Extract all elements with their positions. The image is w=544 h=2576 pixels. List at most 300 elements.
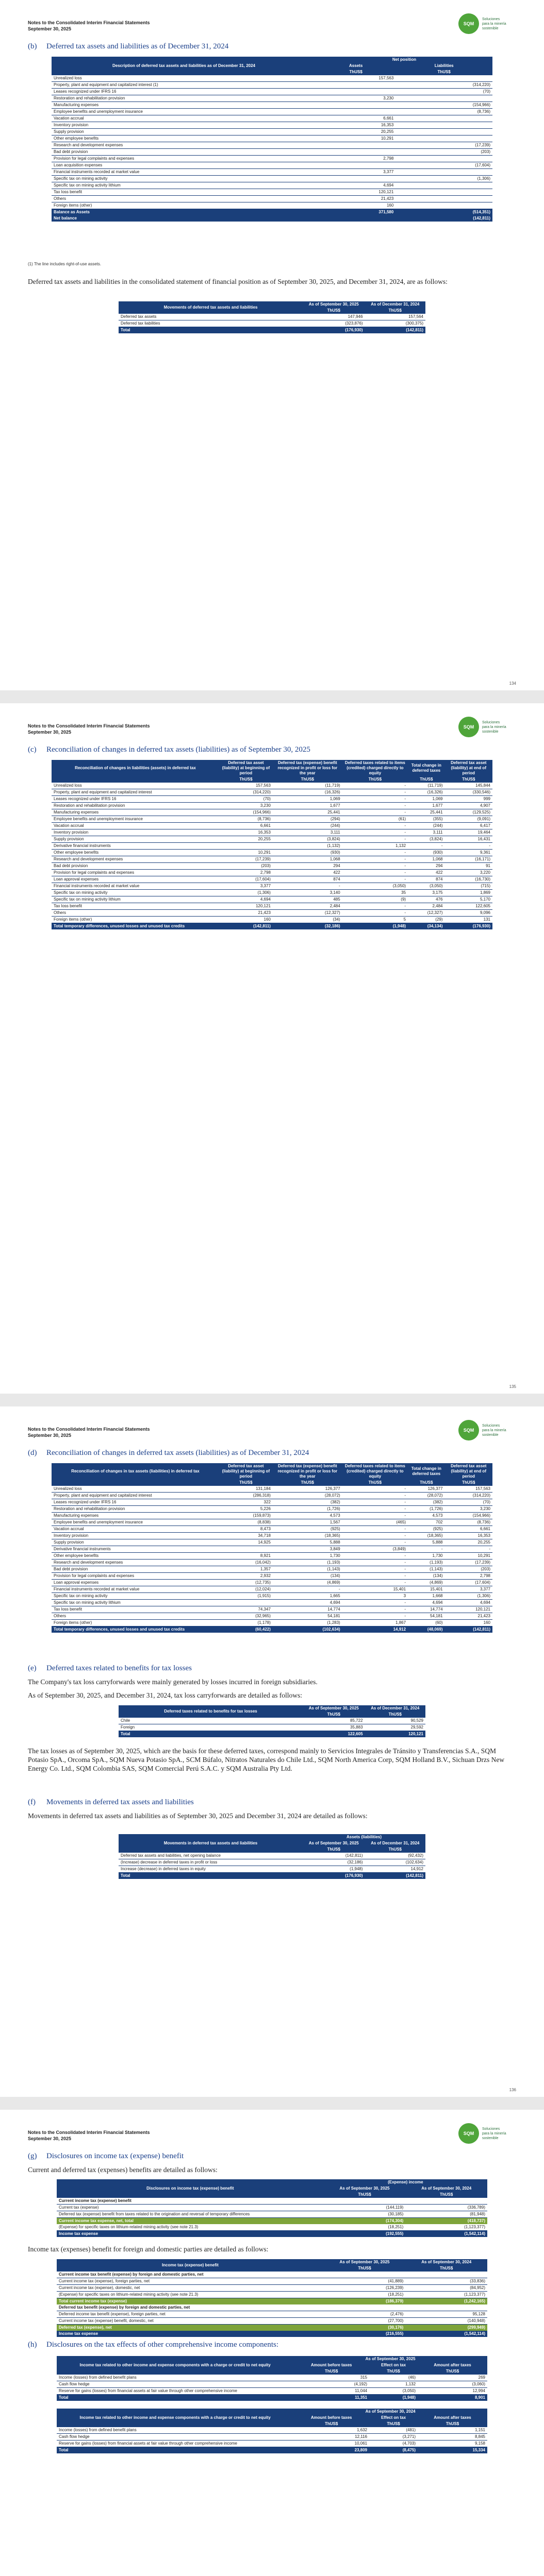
table-cell: 20,255	[219, 836, 273, 843]
table-row	[57, 2205, 487, 2211]
table-cell: (154,966)	[219, 809, 273, 816]
table-cell: 14,774	[408, 1606, 444, 1613]
table-cell: 120,121	[445, 1606, 492, 1613]
table-cell: Research and development expenses	[52, 1560, 219, 1566]
table-cell: (8,475)	[369, 2447, 418, 2454]
table-cell: 1,151	[418, 2427, 487, 2434]
table-cell: Research and development expenses	[52, 856, 219, 863]
table-cell: 20,255	[316, 129, 395, 135]
table-cell: 702	[408, 1519, 444, 1526]
table-cell	[395, 115, 492, 122]
table-cell: 5	[342, 917, 408, 923]
table-cell: Loan acquisition expenses	[52, 162, 316, 169]
table-row	[52, 1560, 492, 1566]
table-cell: (244)	[273, 823, 342, 829]
table-cell: 3,377	[219, 883, 273, 890]
table-cell: Income tax expense	[57, 2331, 324, 2337]
table-row	[57, 2304, 487, 2311]
table-cell: (1,193)	[273, 1560, 342, 1566]
table-cell: (16,730)	[445, 876, 492, 883]
table-cell: Vacation accrual	[52, 823, 219, 829]
table-cell: Supply provision	[52, 1539, 219, 1546]
table-cell: -	[342, 1573, 408, 1580]
table-row	[52, 1573, 492, 1580]
table-cell: 1,677	[408, 803, 444, 809]
table-cell: 1,730	[273, 1553, 342, 1560]
table-cell: 485	[273, 896, 342, 903]
table-cell: (142,811)	[365, 327, 425, 334]
section-heading: (f) Movements in deferred tax assets and liabilities	[28, 1798, 194, 1806]
unit-label: ThUS$	[316, 69, 395, 75]
table-cell: 126,377	[273, 1486, 342, 1493]
table-cell: 4,694	[445, 1600, 492, 1606]
table-cell: 2,798	[219, 870, 273, 876]
table-cell: (46)	[369, 2375, 418, 2381]
table-cell: (142,811)	[365, 1873, 425, 1879]
table-row	[52, 876, 492, 883]
table-cell: (Increase) decrease in deferred taxes in profit or loss	[119, 1859, 303, 1866]
table-cell: 476	[408, 896, 444, 903]
table-cell: (16,171)	[445, 856, 492, 863]
table-cell: (142,811)	[445, 1626, 492, 1633]
table-cell: (3,050)	[342, 883, 408, 890]
table-cell: 91	[445, 863, 492, 870]
column-header: Assets	[316, 63, 395, 69]
table-row	[52, 109, 492, 115]
table-cell: (294)	[273, 816, 342, 823]
table-row	[52, 1580, 492, 1586]
table-cell: (203)	[219, 863, 273, 870]
table-cell: -	[342, 903, 408, 910]
table-cell: Other employee benefits	[52, 850, 219, 856]
table-cell: (48,069)	[408, 1626, 444, 1633]
table-cell: 157,563	[316, 75, 395, 82]
table-cell: Research and development expenses	[52, 142, 316, 149]
table-cell	[316, 102, 395, 109]
table-cell: 90,529	[365, 1718, 425, 1724]
table-cell	[405, 2272, 487, 2278]
table-cell: (140,948)	[405, 2318, 487, 2325]
table-cell: 10,291	[219, 850, 273, 856]
table-cell: Chile	[119, 1718, 303, 1724]
paragraph: Income tax (expenses) benefit for foreign and domestic parties are detailed as follows:	[28, 2245, 269, 2253]
table-cell: 120,121	[219, 903, 273, 910]
table-cell: 4,573	[273, 1513, 342, 1519]
column-header: As of September 30, 2025	[303, 1705, 365, 1711]
table-cell: (17,239)	[445, 1560, 492, 1566]
table-cell: -	[342, 856, 408, 863]
table-cell: (29)	[408, 917, 444, 923]
table-cell: Financial instruments recorded at market value	[52, 883, 219, 890]
table-cell: (1,948)	[342, 923, 408, 930]
table-cell: 9,096	[445, 910, 492, 917]
column-header: Deferred tax (expense) benefit recognized in profit or loss for the year	[273, 1463, 342, 1480]
table-cell: 157,563	[219, 783, 273, 789]
table-cell: (4,703)	[369, 2441, 418, 2447]
table-cell: -	[342, 1553, 408, 1560]
table-cell: (1,283)	[273, 1620, 342, 1626]
column-header: As of September 30, 2025	[303, 301, 365, 308]
table-cell: 14,774	[273, 1606, 342, 1613]
table-row	[52, 1593, 492, 1600]
table-cell: -	[342, 910, 408, 917]
table-row	[52, 1513, 492, 1519]
table-cell: (17,239)	[219, 856, 273, 863]
table-cell: 999	[445, 796, 492, 803]
table-cell: Reserve for gains (losses) from financial assets at fair value through other comprehensive income	[57, 2388, 293, 2395]
column-header: Deferred tax asset (liability) at beginning of period	[219, 1463, 273, 1480]
table-cell: Income (losses) from defined benefit plans	[57, 2375, 293, 2381]
table-cell: (17,604)	[445, 1580, 492, 1586]
table-row	[119, 1859, 425, 1866]
table-row	[119, 1866, 425, 1873]
table-row	[57, 2325, 487, 2331]
deferred-tax-table-2024	[52, 57, 492, 222]
table-cell: (481)	[369, 2427, 418, 2434]
unit-label: ThUS$	[303, 1711, 365, 1718]
table-cell: Current income tax benefit (expense) by foreign and domestic parties, net	[57, 2272, 324, 2278]
table-cell: Financial instruments recorded at market value	[52, 169, 316, 176]
table-cell: Inventory provision	[52, 829, 219, 836]
unit-label: ThUS$	[273, 1480, 342, 1486]
table-cell: Net balance	[52, 215, 316, 222]
table-cell	[316, 82, 395, 89]
table-cell: 15,334	[418, 2447, 487, 2454]
column-header: As of September 30, 2025	[324, 2259, 406, 2265]
page-number: 135	[509, 1384, 516, 1389]
table-cell	[219, 1546, 273, 1553]
table-cell: 3,230	[219, 803, 273, 809]
table-cell: -	[342, 783, 408, 789]
table-cell: (102,634)	[273, 1626, 342, 1633]
table-cell: 1,677	[273, 803, 342, 809]
table-cell: 5,226	[219, 1506, 273, 1513]
unit-label: ThUS$	[365, 1711, 425, 1718]
table-row	[119, 1834, 425, 1840]
page-135	[0, 703, 544, 1394]
table-row	[57, 2331, 487, 2337]
table-cell: 11,351	[293, 2395, 369, 2401]
table-cell: (3,824)	[408, 836, 444, 843]
table-cell: (4,192)	[293, 2381, 369, 2388]
table-cell: Provision for legal complaints and expenses	[52, 156, 316, 162]
table-cell: Total temporary differences, unused losses and unused tax credits	[52, 1626, 219, 1633]
table-row	[52, 1620, 492, 1626]
table-row	[52, 95, 492, 102]
table-row	[52, 829, 492, 836]
table-cell: 8,901	[418, 2395, 487, 2401]
column-header: As of September 30, 2025	[303, 1840, 365, 1846]
table-cell: 35,883	[303, 1724, 365, 1731]
table-cell: (102,634)	[365, 1859, 425, 1866]
table-cell: (18,365)	[408, 1533, 444, 1539]
table-cell: (144,119)	[324, 2205, 406, 2211]
table-row	[52, 1553, 492, 1560]
table-cell: (1,306)	[219, 890, 273, 896]
table-cell: Income tax expense	[57, 2231, 324, 2238]
table-row	[52, 910, 492, 917]
table-row	[52, 142, 492, 149]
table-cell: Inventory provision	[52, 122, 316, 129]
table-cell: 8,921	[219, 1553, 273, 1560]
table-cell: (314,220)	[219, 789, 273, 796]
table-cell: (1,143)	[408, 1566, 444, 1573]
table-cell: 147,946	[303, 314, 365, 320]
table-row	[52, 82, 492, 89]
table-cell: Other employee benefits	[52, 1553, 219, 1560]
table-cell: Derivative financial instruments	[52, 843, 219, 850]
table-cell: Deferred tax assets and liabilities, net opening balance	[119, 1853, 303, 1859]
table-cell: -	[408, 843, 444, 850]
table-cell: 1,132	[369, 2381, 418, 2388]
table-cell: Total	[57, 2447, 293, 2454]
table-row	[52, 156, 492, 162]
unit-label: ThUS$	[405, 2265, 487, 2272]
table-cell: (8,838)	[219, 1519, 273, 1526]
table-cell: 131,184	[219, 1486, 273, 1493]
table-cell: Total	[57, 2395, 293, 2401]
table-row	[57, 2218, 487, 2225]
table-row	[119, 301, 425, 308]
table-cell: Foreign items (other)	[52, 202, 316, 209]
column-header: As of September 30, 2024	[405, 2185, 487, 2192]
table-cell	[395, 129, 492, 135]
table-cell: Property, plant and equipment and capitalized interest	[52, 1493, 219, 1499]
table-cell	[316, 109, 395, 115]
column-header: As of December 31, 2024	[365, 1840, 425, 1846]
table-cell: (323,876)	[303, 320, 365, 327]
table-cell	[316, 149, 395, 156]
table-cell: (925)	[408, 1526, 444, 1533]
column-header: Deferred taxes related to items (credited) charged directly to equity	[342, 1463, 408, 1480]
paragraph: The Company's tax loss carryforwards were mainly generated by losses incurred in foreign subsidiaries.	[28, 1678, 318, 1686]
table-cell: (33,836)	[405, 2278, 487, 2285]
table-cell: Current tax (expense)	[57, 2205, 324, 2211]
table-cell: Foreign items (other)	[52, 1620, 219, 1626]
page-header: Notes to the Consolidated Interim Financial Statements September 30, 2025	[28, 2130, 150, 2141]
table-row	[57, 2447, 487, 2454]
table-cell: (1,542,114)	[405, 2331, 487, 2337]
table-cell: -	[342, 1526, 408, 1533]
table-cell: Restoration and rehabilitation provision	[52, 803, 219, 809]
page-header: Notes to the Consolidated Interim Financial Statements September 30, 2025	[28, 723, 150, 735]
table-cell: 2,798	[316, 156, 395, 162]
table-row	[57, 2224, 487, 2231]
table-row	[52, 182, 492, 189]
group-header: Assets (liabilities)	[303, 1834, 425, 1840]
table-cell: Property, plant and equipment and capitalized interest (1)	[52, 82, 316, 89]
table-cell: -	[342, 1539, 408, 1546]
table-cell: Current income tax (expense) benefit, domestic, net	[57, 2318, 324, 2325]
table-row	[52, 1506, 492, 1513]
table-cell	[395, 196, 492, 202]
unit-label: ThUS$	[418, 2368, 487, 2375]
table-cell: (Expense) for specific taxes on lithium-related mining activity (see note 21.3)	[57, 2224, 324, 2231]
table-cell: (9)	[342, 896, 408, 903]
table-cell: 294	[273, 863, 342, 870]
table-row	[52, 843, 492, 850]
column-header: Deferred taxes related to items (credited) charged directly to equity	[342, 760, 408, 776]
table-row	[52, 1626, 492, 1633]
table-cell: 3,111	[273, 829, 342, 836]
table-title: Disclosures on income tax (expense) benefit	[57, 2179, 324, 2198]
table-cell: Leases recognized under IFRS 16	[52, 1499, 219, 1506]
table-cell: (3,050)	[408, 883, 444, 890]
table-cell: Leases recognized under IFRS 16	[52, 89, 316, 95]
table-cell: Restoration and rehabilitation provision	[52, 95, 316, 102]
table-cell: (17,604)	[219, 876, 273, 883]
table-cell: Specific tax on mining activity lithium	[52, 182, 316, 189]
table-cell: 5,170	[445, 896, 492, 903]
table-cell: -	[273, 883, 342, 890]
table-cell: (32,186)	[273, 923, 342, 930]
table-cell: (27,700)	[324, 2318, 406, 2325]
unit-label: ThUS$	[324, 2192, 406, 2198]
table-cell	[316, 142, 395, 149]
table-cell: (4,869)	[273, 1580, 342, 1586]
group-header: As of September 30, 2025	[293, 2356, 487, 2362]
unit-label: ThUS$	[395, 69, 492, 75]
table-cell: Deferred income tax benefit (expense), foreign parties, net	[57, 2311, 324, 2318]
table-row	[52, 789, 492, 796]
table-row	[57, 2381, 487, 2388]
table-title: Movements of deferred tax assets and liabilities	[119, 301, 303, 314]
unit-label: ThUS$	[445, 1480, 492, 1486]
table-cell: (3,824)	[273, 836, 342, 843]
paragraph: Movements in deferred tax assets and liabilities as of September 30, 2025 and December 31, 2024 are detailed as follows:	[28, 1812, 368, 1820]
table-cell: (2,476)	[324, 2311, 406, 2318]
table-row	[52, 923, 492, 930]
unit-label: ThUS$	[219, 1480, 273, 1486]
table-cell: (1,193)	[408, 1560, 444, 1566]
table-cell: 2,484	[408, 903, 444, 910]
table-cell	[395, 182, 492, 189]
table-cell	[324, 2304, 406, 2311]
table-row	[52, 1539, 492, 1546]
table-row	[52, 215, 492, 222]
table-cell: 322	[219, 1499, 273, 1506]
table-row	[57, 2292, 487, 2298]
table-cell: 15,401	[408, 1586, 444, 1593]
unit-label: ThUS$	[369, 2368, 418, 2375]
table-row	[52, 903, 492, 910]
table-row	[52, 162, 492, 169]
table-cell: Employee benefits and unemployment insurance	[52, 109, 316, 115]
table-row	[52, 102, 492, 109]
column-header: Amount before taxes	[293, 2362, 369, 2368]
table-cell	[395, 169, 492, 176]
table-cell: Specific tax on mining activity lithium	[52, 896, 219, 903]
table-cell: (176,930)	[445, 923, 492, 930]
table-cell: (142,811)	[303, 1853, 365, 1859]
table-cell	[324, 2272, 406, 2278]
table-cell: 1,869	[445, 890, 492, 896]
table-row	[52, 209, 492, 216]
table-cell: Total	[119, 1731, 303, 1738]
table-cell: -	[342, 829, 408, 836]
table-title: Income tax related to other income and expense components with a charge or credit to net equity	[57, 2356, 293, 2375]
unit-label: ThUS$	[324, 2265, 406, 2272]
foreign-domestic-tax-table	[57, 2259, 487, 2337]
table-cell: Bad debt provision	[52, 863, 219, 870]
table-cell: 3,230	[316, 95, 395, 102]
table-cell: 11,044	[293, 2388, 369, 2395]
table-title: Movements in deferred tax assets and liabilities	[119, 1834, 303, 1853]
table-cell: (1,132)	[273, 843, 342, 850]
table-row	[57, 2375, 487, 2381]
table-cell: -	[342, 1600, 408, 1606]
table-cell: 16,353	[219, 829, 273, 836]
table-cell: -	[342, 789, 408, 796]
company-logo: SQM Soluciones para la minería sostenible	[458, 2123, 515, 2146]
table-title: Income tax (expense) benefit	[57, 2259, 324, 2272]
group-header: As of September 30, 2024	[293, 2409, 487, 2415]
table-cell: (12,735)	[219, 1580, 273, 1586]
table-cell: (70)	[445, 1499, 492, 1506]
table-cell: (32,965)	[219, 1613, 273, 1620]
oci-tax-table-2024	[57, 2409, 487, 2453]
table-cell: 6,661	[219, 823, 273, 829]
table-cell: (1,306)	[445, 1593, 492, 1600]
table-cell: (3,849)	[342, 1546, 408, 1553]
table-cell	[395, 135, 492, 142]
table-cell: -	[342, 850, 408, 856]
unit-label: ThUS$	[219, 776, 273, 783]
page-136	[0, 1406, 544, 2097]
table-cell: 122,605	[303, 1731, 365, 1738]
column-header: Total change in deferred taxes	[408, 1463, 444, 1480]
table-cell: Current income tax (expense), domestic, net	[57, 2285, 324, 2292]
table-row	[119, 1873, 425, 1879]
table-cell: 874	[273, 876, 342, 883]
table-cell: Others	[52, 910, 219, 917]
page-137	[0, 2110, 544, 2576]
table-row	[119, 1724, 425, 1731]
table-cell: 145,844	[445, 783, 492, 789]
table-row	[119, 320, 425, 327]
table-cell: -	[342, 1566, 408, 1573]
table-cell: 3,849	[273, 1546, 342, 1553]
table-cell	[395, 156, 492, 162]
table-cell: (1,123,377)	[405, 2292, 487, 2298]
table-cell: 6,661	[445, 1526, 492, 1533]
company-logo: SQM Soluciones para la minería sostenible	[458, 1420, 515, 1443]
oci-tax-table-2025	[57, 2356, 487, 2401]
table-cell: Foreign	[119, 1724, 303, 1731]
table-cell	[316, 162, 395, 169]
table-cell: 21,423	[219, 910, 273, 917]
table-cell: (11,719)	[408, 783, 444, 789]
table-cell: Employee benefits and unemployment insurance	[52, 1519, 219, 1526]
table-cell: (17,604)	[395, 162, 492, 169]
table-cell	[395, 202, 492, 209]
table-cell: 371,580	[316, 209, 395, 216]
table-row	[52, 809, 492, 816]
unit-label: ThUS$	[365, 308, 425, 314]
table-cell: -	[342, 1486, 408, 1493]
table-title: Income tax related to other income and expense components with a charge or credit to net equity	[57, 2409, 293, 2427]
section-heading: (h) Disclosures on the tax effects of other comprehensive income components:	[28, 2341, 279, 2349]
table-cell: 3,220	[445, 870, 492, 876]
table-row	[52, 836, 492, 843]
income-tax-expense-table	[57, 2179, 487, 2237]
table-cell	[316, 215, 395, 222]
table-row	[52, 176, 492, 182]
table-cell: (244)	[408, 823, 444, 829]
column-header: Reconciliation of changes in liabilities (assets) in deferred tax	[52, 760, 219, 776]
table-cell: 3,140	[273, 890, 342, 896]
table-cell: 2,932	[219, 1573, 273, 1580]
